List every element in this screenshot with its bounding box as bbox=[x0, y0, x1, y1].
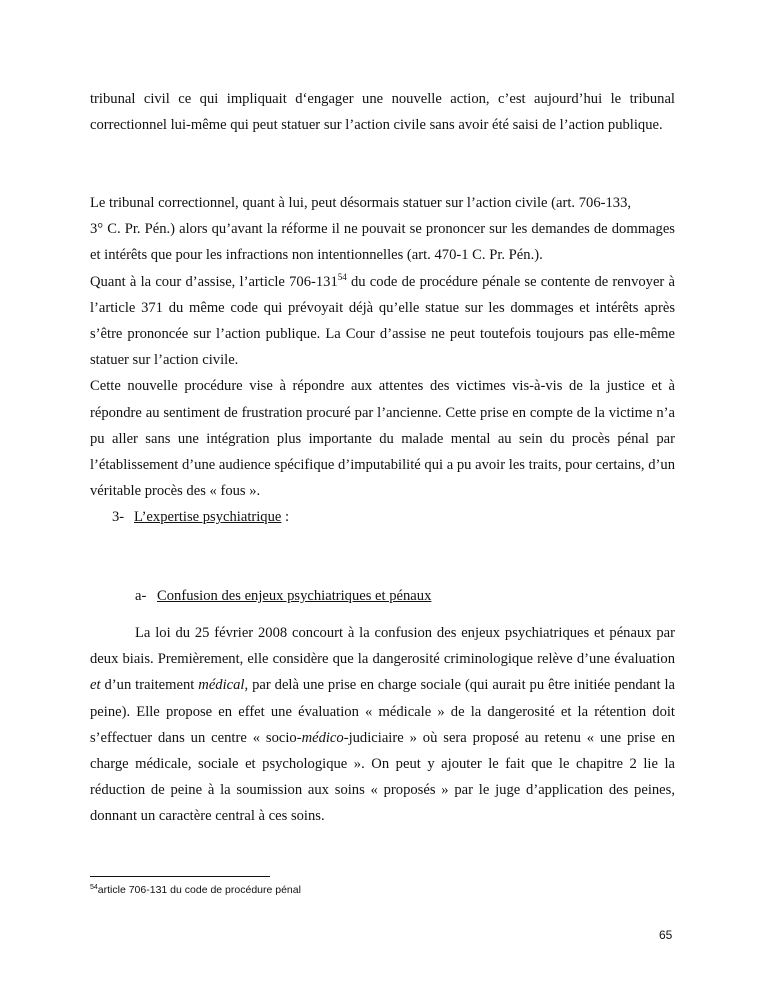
footnote-number: 54 bbox=[90, 884, 98, 891]
section-title-3: L’expertise psychiatrique bbox=[134, 509, 282, 525]
paragraph-2-line-1: Le tribunal correctionnel, quant à lui, peut désormais statuer sur l’action civile (art. 706-133, bbox=[90, 195, 632, 211]
paragraph-5-part-4: -judiciaire » où sera proposé au retenu « une prise en charge médicale, sociale et psychologique ». On peut y ajouter le fait que le chapitre 2 lie la réduction de peine à la soumission aux soins « proposés » par le juge d’application des peines, donnant un caractère central à ces soins. bbox=[90, 729, 675, 825]
footnote bbox=[90, 883, 301, 897]
paragraph-2-line-2: 3° C. Pr. Pén.) alors qu’avant la réforme il ne pouvait se prononcer sur les demandes de dommages et intérêts que pour les infractions non intentionnelles (art. 470-1 C. Pr. Pén.). bbox=[90, 221, 675, 264]
paragraph-2-line-4: Cette nouvelle procédure vise à répondre aux attentes des victimes vis-à-vis de la justice et à répondre au sentiment de frustration procuré par l’ancienne. Cette prise en compte de la victime n’a pu aller sans une intégration plus importante du malade mental au sein du procès pénal par l’établissement d’une audience spécifique d’imputabilité qui a pu avoir les traits, pour certains, d’un véritable procès des « fous ». bbox=[90, 378, 675, 500]
section-heading-3 bbox=[90, 504, 675, 530]
paragraph-2-line-3-end: du code de procédure pénale se contente de renvoyer à l’article 371 du même code qui prévoyait déjà qu’elle statue sur les dommages et intérêts après s’être prononcée sur l’action publique. La Cour d’assise ne peut toutefois toujours pas elle-même statuer sur l’action civile. bbox=[90, 273, 675, 369]
paragraph-5-emphasis-1: et bbox=[90, 677, 101, 694]
subsection-title-3a: Confusion des enjeux psychiatriques et pénaux bbox=[157, 588, 432, 604]
subsection-heading-3a bbox=[90, 583, 675, 609]
paragraph-2 bbox=[90, 190, 675, 504]
paragraph-5-part-1: La loi du 25 février 2008 concourt à la confusion des enjeux psychiatriques et pénaux par deux biais. Premièrement, elle considère que la dangerosité criminologique relève d’une évaluation bbox=[90, 625, 675, 668]
section-number-3: 3- bbox=[112, 509, 125, 525]
page-number: 65 bbox=[659, 928, 673, 942]
paragraph-5-emphasis-2: médical bbox=[198, 677, 245, 694]
paragraph-5-part-2: d’un traitement bbox=[100, 677, 199, 694]
paragraph-5 bbox=[90, 620, 675, 830]
section-title-3-suffix: : bbox=[281, 509, 290, 525]
paragraph-1 bbox=[90, 86, 675, 138]
paragraph-2-line-3-start: Quant à la cour d’assise, l’article 706-131 bbox=[90, 273, 338, 290]
footnote-reference[interactable]: 54 bbox=[337, 271, 347, 282]
paragraph-1-text: tribunal civil ce qui impliquait d‘engager une nouvelle action, c’est aujourd’hui le tribunal correctionnel lui-même qui peut statuer sur l’action civile sans avoir été saisi de l’action publique. bbox=[90, 91, 675, 134]
paragraph-5-part-3: , par delà une prise en charge sociale (qui aurait pu être initiée pendant la peine). Elle propose en effet une évaluation « médicale » de la dangerosité et la rétention doit s’effectuer dans un centre « socio- bbox=[90, 677, 675, 746]
subsection-number-3a: a- bbox=[135, 588, 147, 604]
footnote-text: article 706-131 du code de procédure pénal bbox=[97, 884, 301, 896]
paragraph-5-emphasis-3: médico bbox=[301, 729, 344, 746]
footnote-separator bbox=[90, 876, 270, 877]
